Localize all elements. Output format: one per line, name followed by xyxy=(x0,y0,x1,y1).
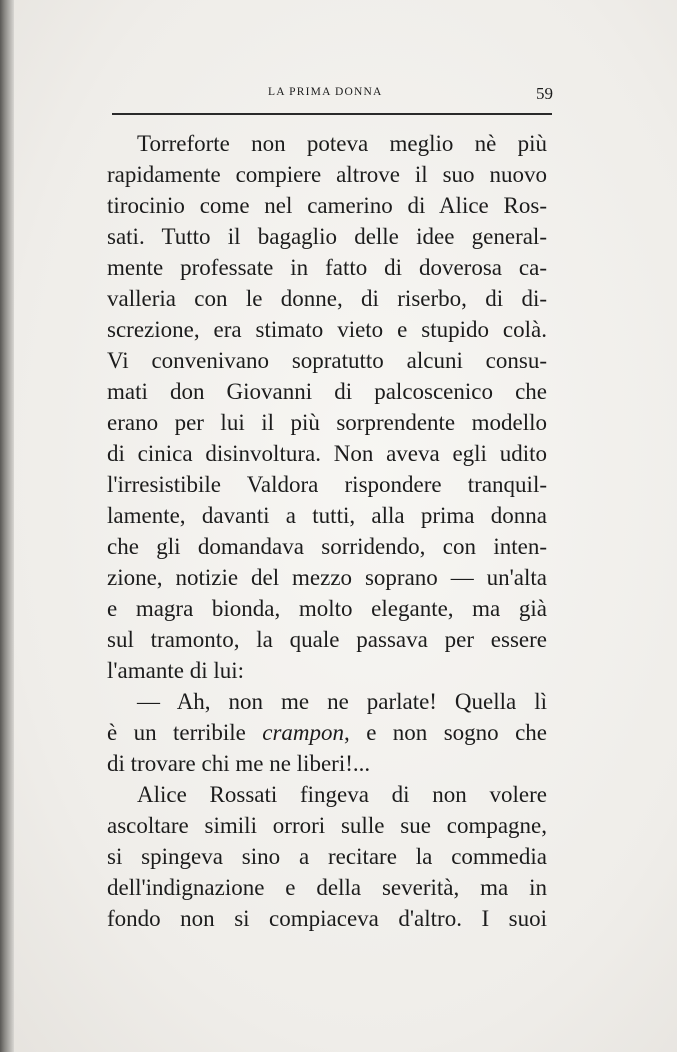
text-line: mati don Giovanni di palcoscenico che xyxy=(107,379,547,404)
text-line: tirocinio come nel camerino di Alice Ros- xyxy=(107,193,547,218)
text-line: di trovare chi me ne liberi!... xyxy=(107,751,371,776)
text-line: lamente, davanti a tutti, alla prima donna xyxy=(107,503,547,528)
text-line: — Ah, non me ne parlate! Quella lì xyxy=(137,689,547,714)
text-line xyxy=(107,717,547,748)
italic-word: crampon xyxy=(262,720,345,745)
header-rule xyxy=(112,113,552,115)
text-line: e magra bionda, molto elegante, ma già xyxy=(107,596,547,621)
text-line: Vi convenivano sopratutto alcuni consu- xyxy=(107,348,547,373)
text-line: sul tramonto, la quale passava per essere xyxy=(107,627,547,652)
running-head xyxy=(108,84,553,106)
running-title: LA PRIMA DONNA xyxy=(268,86,383,98)
text-line: Torreforte non poteva meglio nè più xyxy=(137,131,547,156)
text-line: mente professate in fatto di doverosa ca- xyxy=(107,255,547,280)
text-line: zione, notizie del mezzo soprano — un'alta xyxy=(107,565,547,590)
text-line: l'amante di lui: xyxy=(107,658,245,683)
text-line: erano per lui il più sorprendente modello xyxy=(107,410,547,435)
text-line: ascoltare simili orrori sulle sue compagne, xyxy=(107,813,547,838)
text-fragment: , e non sogno che xyxy=(344,720,548,745)
text-line: rapidamente compiere altrove il suo nuovo xyxy=(107,162,547,187)
text-line: Alice Rossati fingeva di non volere xyxy=(137,782,547,807)
page-binding-edge xyxy=(0,0,14,1052)
text-line: sati. Tutto il bagaglio delle idee general- xyxy=(107,224,547,249)
text-line: l'irresistibile Valdora rispondere tranquil- xyxy=(107,472,547,497)
text-line: si spingeva sino a recitare la commedia xyxy=(107,844,547,869)
text-line: che gli domandava sorridendo, con inten- xyxy=(107,534,547,559)
text-fragment: è un terribile xyxy=(107,720,263,745)
body-text xyxy=(107,128,547,934)
page-number: 59 xyxy=(536,84,553,103)
text-line: screzione, era stimato vieto e stupido colà. xyxy=(107,317,547,342)
text-line: dell'indignazione e della severità, ma in xyxy=(107,875,547,900)
text-line: di cinica disinvoltura. Non aveva egli udito xyxy=(107,441,547,466)
text-line: fondo non si compiaceva d'altro. I suoi xyxy=(107,906,547,931)
text-line: valleria con le donne, di riserbo, di di- xyxy=(107,286,547,311)
